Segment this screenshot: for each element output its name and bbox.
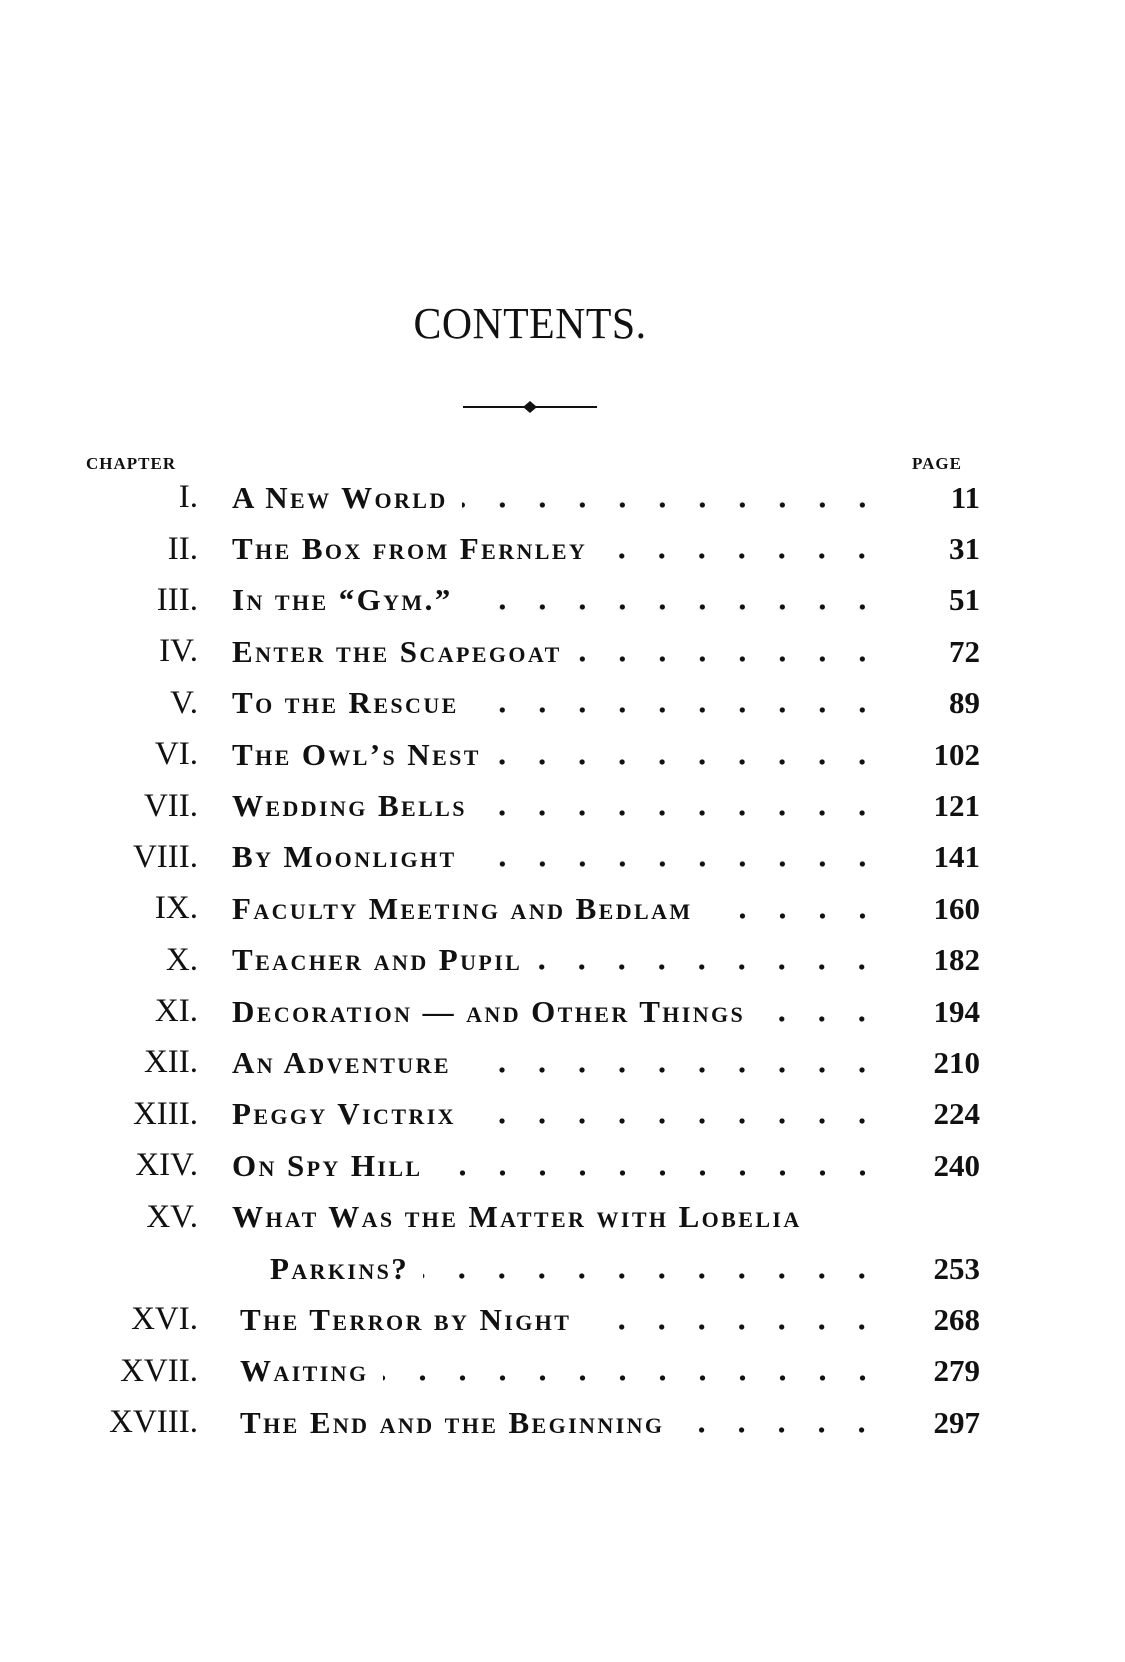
chapter-number: XVIII. bbox=[109, 1404, 198, 1441]
entry-body bbox=[240, 1353, 980, 1389]
dot-leader bbox=[707, 913, 882, 919]
chapter-number: III. bbox=[156, 581, 198, 618]
contents-entry[interactable] bbox=[0, 935, 1060, 986]
page-number: 72 bbox=[949, 633, 980, 669]
dot-leader bbox=[481, 810, 882, 816]
page-number: 297 bbox=[933, 1404, 980, 1440]
page-number: 279 bbox=[933, 1353, 980, 1389]
page-number: 182 bbox=[933, 942, 980, 978]
page-number: 89 bbox=[949, 685, 980, 721]
chapter-number: XIV. bbox=[135, 1147, 198, 1184]
chapter-number: VII. bbox=[143, 787, 198, 824]
entry-body bbox=[232, 531, 980, 567]
chapter-title: Faculty Meeting and Bedlam bbox=[232, 890, 693, 926]
contents-entry[interactable] bbox=[0, 1089, 1060, 1140]
page-number: 11 bbox=[950, 479, 980, 515]
contents-entry[interactable] bbox=[0, 1140, 1060, 1191]
chapter-title: Teacher and Pupil bbox=[232, 942, 523, 978]
page-number: 210 bbox=[933, 1044, 980, 1080]
chapter-number: V. bbox=[170, 684, 198, 721]
dot-leader bbox=[678, 1427, 882, 1433]
contents-entry[interactable] bbox=[0, 1037, 1060, 1088]
chapter-title: Enter the Scapegoat bbox=[232, 633, 562, 669]
page-number: 253 bbox=[933, 1250, 980, 1286]
entry-body bbox=[232, 788, 980, 824]
divider-ornament-icon bbox=[463, 398, 597, 416]
entry-body bbox=[232, 737, 980, 773]
contents-entry[interactable] bbox=[0, 1397, 1060, 1448]
entry-body bbox=[240, 1405, 980, 1441]
dot-leader bbox=[467, 604, 882, 610]
chapter-title: Peggy Victrix bbox=[232, 1096, 456, 1132]
entry-body bbox=[232, 1148, 980, 1184]
page-column-header: PAGE bbox=[912, 454, 962, 473]
dot-leader bbox=[465, 1067, 882, 1073]
contents-entry[interactable] bbox=[0, 986, 1060, 1037]
contents-entry[interactable] bbox=[0, 523, 1060, 574]
contents-entry[interactable] bbox=[0, 883, 1060, 934]
contents-entry[interactable] bbox=[0, 1191, 1060, 1242]
dot-leader bbox=[471, 861, 882, 867]
page-number: 102 bbox=[933, 736, 980, 772]
dot-leader bbox=[473, 707, 882, 713]
dot-leader bbox=[585, 1324, 882, 1330]
entry-body bbox=[232, 1199, 980, 1235]
contents-entry[interactable] bbox=[0, 1346, 1060, 1397]
chapter-number: IX. bbox=[154, 890, 198, 927]
chapter-column-header: CHAPTER bbox=[86, 454, 177, 473]
entry-body bbox=[232, 1096, 980, 1132]
chapter-title-continued: Parkins? bbox=[270, 1250, 410, 1286]
dot-leader bbox=[759, 1016, 882, 1022]
chapter-number: XV. bbox=[146, 1198, 198, 1235]
page-number: 194 bbox=[933, 993, 980, 1029]
entry-body bbox=[240, 1302, 980, 1338]
dot-leader bbox=[423, 1273, 882, 1279]
page-number: 121 bbox=[933, 788, 980, 824]
chapter-title: The Owl’s Nest bbox=[232, 736, 481, 772]
chapter-number: I. bbox=[178, 479, 198, 516]
entry-body bbox=[232, 839, 980, 875]
contents-entry-continuation bbox=[0, 1243, 1060, 1294]
page-number: 224 bbox=[933, 1096, 980, 1132]
chapter-number: IV. bbox=[159, 633, 198, 670]
chapter-title: By Moonlight bbox=[232, 839, 457, 875]
entry-body bbox=[232, 1045, 980, 1081]
chapter-number: XI. bbox=[154, 993, 198, 1030]
page-number: 141 bbox=[933, 839, 980, 875]
contents-entry[interactable] bbox=[0, 729, 1060, 780]
contents-entry[interactable] bbox=[0, 472, 1060, 523]
contents-list bbox=[0, 472, 1060, 1448]
chapter-title: In the “Gym.” bbox=[232, 582, 453, 618]
page-number: 31 bbox=[949, 531, 980, 567]
entry-body bbox=[232, 480, 980, 516]
chapter-number: XVII. bbox=[120, 1352, 198, 1389]
chapter-title: Decoration — and Other Things bbox=[232, 993, 746, 1029]
dot-leader bbox=[816, 1221, 962, 1227]
contents-entry[interactable] bbox=[0, 832, 1060, 883]
chapter-title: The Box from Fernley bbox=[232, 531, 588, 567]
chapter-title: Wedding Bells bbox=[232, 788, 467, 824]
dot-leader bbox=[437, 1170, 883, 1176]
contents-entry[interactable] bbox=[0, 626, 1060, 677]
chapter-number: VI. bbox=[154, 736, 198, 773]
dot-leader bbox=[576, 656, 882, 662]
entry-body bbox=[232, 891, 980, 927]
page-number: 268 bbox=[933, 1301, 980, 1337]
chapter-title: What Was the Matter with Lobelia bbox=[232, 1199, 802, 1235]
dot-leader bbox=[601, 553, 882, 559]
contents-entry[interactable] bbox=[0, 575, 1060, 626]
chapter-number: VIII. bbox=[132, 838, 198, 875]
dot-leader bbox=[470, 1118, 882, 1124]
chapter-number: XIII. bbox=[132, 1095, 198, 1132]
entry-body bbox=[232, 582, 980, 618]
dot-leader bbox=[383, 1375, 883, 1381]
chapter-title: The Terror by Night bbox=[240, 1301, 572, 1337]
chapter-title: An Adventure bbox=[232, 1044, 451, 1080]
page-number: 51 bbox=[949, 582, 980, 618]
chapter-title: To the Rescue bbox=[232, 685, 459, 721]
chapter-title: A New World bbox=[232, 479, 448, 515]
contents-entry[interactable] bbox=[0, 780, 1060, 831]
entry-body bbox=[232, 942, 980, 978]
chapter-number: XVI. bbox=[131, 1301, 198, 1338]
dot-leader bbox=[462, 502, 882, 508]
chapter-number: X. bbox=[165, 941, 198, 978]
dot-leader bbox=[495, 759, 882, 765]
dot-leader bbox=[536, 964, 882, 970]
chapter-title: Waiting bbox=[240, 1353, 369, 1389]
contents-entry[interactable] bbox=[0, 1294, 1060, 1345]
entry-body bbox=[270, 1251, 980, 1287]
page-title: CONTENTS. bbox=[413, 299, 647, 348]
contents-entry[interactable] bbox=[0, 678, 1060, 729]
entry-body bbox=[232, 994, 980, 1030]
chapter-title: The End and the Beginning bbox=[240, 1404, 665, 1440]
chapter-number: II. bbox=[167, 530, 198, 567]
page-number: 160 bbox=[933, 890, 980, 926]
page-number: 240 bbox=[933, 1147, 980, 1183]
chapter-title: On Spy Hill bbox=[232, 1147, 423, 1183]
entry-body bbox=[232, 685, 980, 721]
entry-body bbox=[232, 634, 980, 670]
chapter-number: XII. bbox=[143, 1044, 198, 1081]
